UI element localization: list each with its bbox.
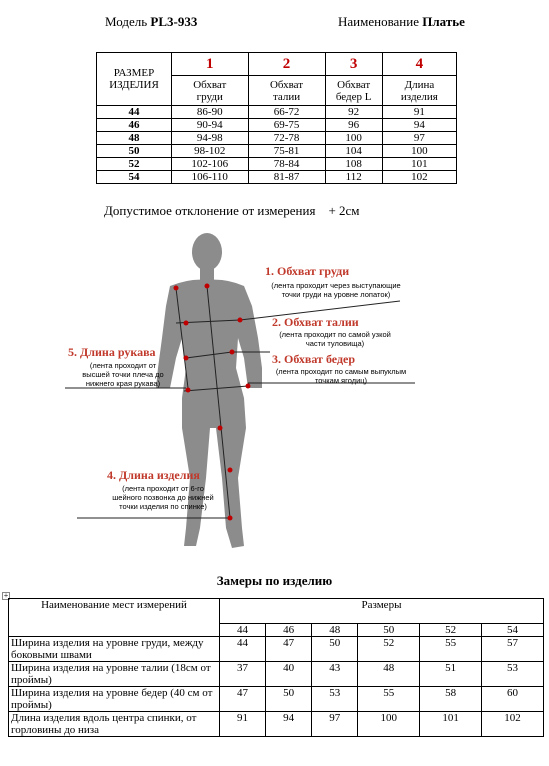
tolerance-note: Допустимое отклонение от измерения + 2см	[104, 203, 360, 218]
label-hips-desc: (лента проходит по самым выпуклым точкам ягодиц)	[275, 367, 407, 385]
name-value: Платье	[422, 14, 465, 29]
model-value: PL3-933	[150, 14, 198, 29]
col-num: 1	[172, 53, 249, 76]
table-row: Ширина изделия на уровне талии (18см от проймы) 37 40 43 48 51 53	[9, 662, 544, 687]
model-line: Модель PL3-933	[105, 14, 198, 29]
measure-name-header: Наименование мест измерений	[9, 599, 220, 637]
table-row: Длина изделия вдоль центра спинки, от горловины до низа 91 94 97 100 101 102	[9, 712, 544, 737]
table-row: 50 98-102 75-81 104 100	[97, 145, 457, 158]
size-table	[96, 52, 457, 184]
label-chest-title: 1. Обхват груди	[265, 264, 350, 278]
label-sleeve-desc: (лента проходит от высшей точки плеча до нижнего края рукава)	[82, 361, 164, 388]
label-waist-desc: (лента проходит по самой узкой части туловища)	[279, 330, 391, 348]
table-row: Ширина изделия на уровне бедер (40 см от проймы) 47 50 53 55 58 60	[9, 687, 544, 712]
label-length-desc: (лента проходит от 6-го шейного позвонка до нижней точки изделия по спинке)	[112, 484, 214, 511]
table-row: 54 106-110 81-87 112 102	[97, 171, 457, 184]
name-line: Наименование Платье	[338, 14, 465, 29]
table-row: 46 90-94 69-75 96 94	[97, 119, 457, 132]
col-num: 4	[382, 53, 456, 76]
table-row: 52 102-106 78-84 108 101	[97, 158, 457, 171]
label-sleeve-title: 5. Длина рукава	[68, 345, 156, 359]
col-num: 2	[248, 53, 325, 76]
label-chest-desc: (лента проходит через выступающие точки груди на уровне лопаток)	[271, 281, 401, 299]
table-row: 48 94-98 72-78 100 97	[97, 132, 457, 145]
col-num: 3	[325, 53, 382, 76]
col-label: Обхват бедер L	[325, 76, 382, 106]
measure-table-title: Замеры по изделию	[216, 573, 333, 588]
measure-table: Наименование мест измерений Размеры 44 46 48 50 52 54 Ширина изделия на уровне груди, между боковыми швами 44 47 50 52 55 57 Ширина изделия на уровне талии (18см от проймы) 37 40 43 48 51 53 Ширина изделия на уровне бедер (40 см от проймы) 47 50 53 55 58 60 Длина изделия вдоль центра спинки, от горловины до низа 91 94 97 100 101 102	[8, 598, 544, 737]
label-length-title: 4. Длина изделия	[107, 468, 200, 482]
col-label: Обхват талии	[248, 76, 325, 106]
size-header: РАЗМЕР ИЗДЕЛИЯ	[97, 53, 172, 106]
label-waist-title: 2. Обхват талии	[272, 315, 359, 329]
sizes-header: Размеры	[220, 599, 544, 624]
col-label: Обхват груди	[172, 76, 249, 106]
table-row: 44 86-90 66-72 92 91	[97, 106, 457, 119]
table-row: Ширина изделия на уровне груди, между боковыми швами 44 47 50 52 55 57	[9, 637, 544, 662]
label-hips-title: 3. Обхват бедер	[272, 352, 356, 366]
col-label: Длина изделия	[382, 76, 456, 106]
table-move-handle-icon[interactable]: +	[3, 591, 9, 600]
